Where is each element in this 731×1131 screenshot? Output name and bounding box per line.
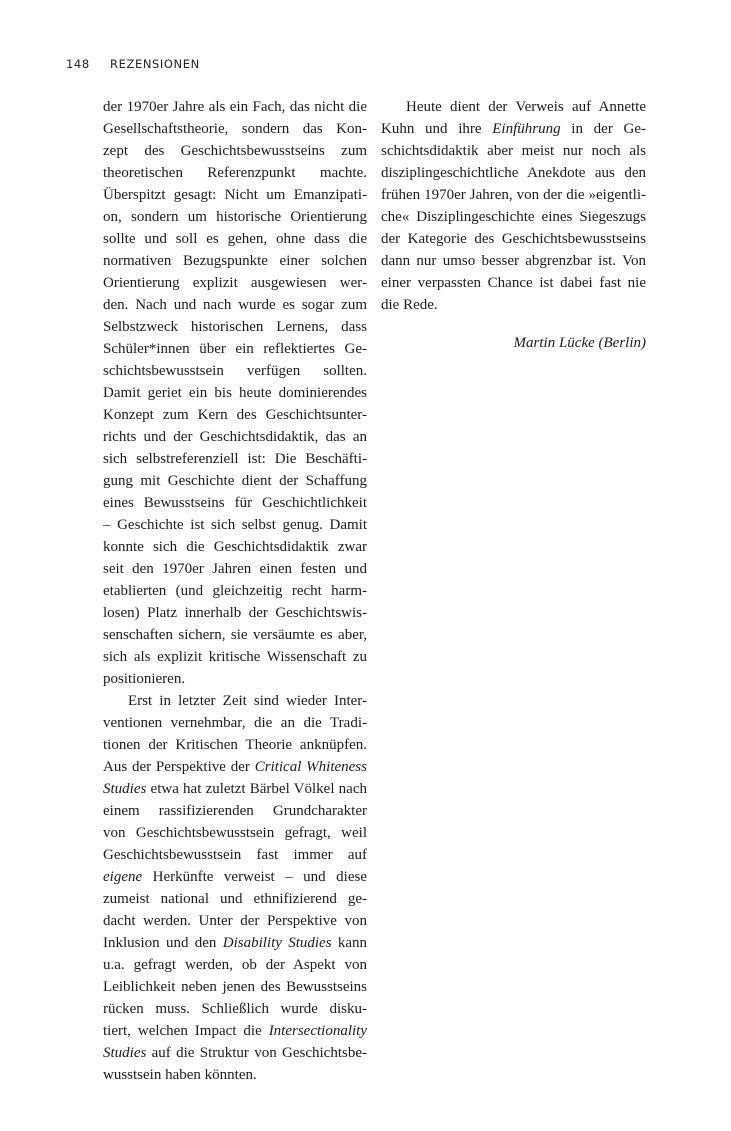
- text-line: eines Bewusstseins für Geschichtlichkeit: [103, 495, 367, 511]
- text-line: Aus der Perspektive der Critical Whiteness: [103, 759, 367, 775]
- text-line: schichtsdidaktik aber meist nur noch als: [381, 143, 646, 159]
- text-line: frühen 1970er Jahren, von der die »eigentli-: [381, 187, 646, 203]
- text-line: Selbstzweck historischen Lernens, dass: [103, 319, 367, 335]
- text-line: rücken muss. Schließlich wurde disku-: [103, 1001, 367, 1017]
- text-line: gung mit Geschichte dient der Schaffung: [103, 473, 367, 489]
- text-line: Leiblichkeit neben jenen des Bewusstseins: [103, 979, 367, 995]
- author-signature: Martin Lücke (Berlin): [513, 335, 646, 351]
- text-line: ventionen vernehmbar, die an die Tradi-: [103, 715, 367, 731]
- text-line: senschaften sichern, sie versäumte es aber,: [103, 627, 367, 643]
- text-line: – Geschichte ist sich selbst genug. Damit: [103, 517, 367, 533]
- text-line: von Geschichtsbewusstsein gefragt, weil: [103, 825, 367, 841]
- text-line: Studies etwa hat zuletzt Bärbel Völkel nach: [103, 781, 367, 797]
- text-line: disziplingeschichtliche Anekdote aus den: [381, 165, 646, 181]
- text-line: schichtsbewusstsein verfügen sollten.: [103, 363, 367, 379]
- text-line: theoretischen Referenzpunkt machte.: [103, 165, 367, 181]
- text-line: losen) Platz innerhalb der Geschichtswis-: [103, 605, 367, 621]
- text-line: einem rassifizierenden Grundcharakter: [103, 803, 367, 819]
- text-line: sich selbstreferenziell ist: Die Beschäfti-: [103, 451, 367, 467]
- text-line: Studies auf die Struktur von Geschichtsbe-: [103, 1045, 367, 1061]
- text-line: eigene Herkünfte verweist – und diese: [103, 869, 367, 885]
- running-head: [66, 57, 200, 71]
- page-number: 148: [66, 57, 90, 71]
- text-line: Gesellschaftstheorie, sondern das Kon-: [103, 121, 367, 137]
- text-line: der Kategorie des Geschichtsbewusstseins: [381, 231, 646, 247]
- text-line: che« Disziplingeschichte eines Siegeszugs: [381, 209, 646, 225]
- text-line: den. Nach und nach wurde es sogar zum: [103, 297, 367, 313]
- running-head-title: REZENSIONEN: [110, 57, 200, 71]
- text-line: einer verpassten Chance ist dabei fast nie: [381, 275, 646, 291]
- text-line: wusstsein haben könnten.: [103, 1067, 257, 1083]
- text-line: konnte sich die Geschichtsdidaktik zwar: [103, 539, 367, 555]
- text-line: richts und der Geschichtsdidaktik, das an: [103, 429, 367, 445]
- text-line: zumeist national und ethnifizierend ge-: [103, 891, 367, 907]
- text-line: sollte und soll es gehen, ohne dass die: [103, 231, 367, 247]
- text-line: Orientierung explizit ausgewiesen wer-: [103, 275, 367, 291]
- text-line: Damit geriet ein bis heute dominierendes: [103, 385, 367, 401]
- text-line: dacht werden. Unter der Perspektive von: [103, 913, 367, 929]
- text-line: normativen Bezugspunkte einer solchen: [103, 253, 367, 269]
- text-line: zept des Geschichtsbewusstseins zum: [103, 143, 367, 159]
- text-line: Kuhn und ihre Einführung in der Ge-: [381, 121, 646, 137]
- text-line: der 1970er Jahre als ein Fach, das nicht die: [103, 99, 367, 115]
- text-line: die Rede.: [381, 297, 438, 313]
- text-line: Inklusion und den Disability Studies kann: [103, 935, 367, 951]
- text-line: Überspitzt gesagt: Nicht um Emanzipati-: [103, 187, 367, 203]
- text-line: dann nur umso besser abgrenzbar ist. Von: [381, 253, 646, 269]
- text-line: tiert, welchen Impact die Intersectionality: [103, 1023, 367, 1039]
- text-line: sich als explizit kritische Wissenschaft zu: [103, 649, 367, 665]
- text-line: etablierten (und gleichzeitig recht harm-: [103, 583, 367, 599]
- text-line: Erst in letzter Zeit sind wieder Inter-: [128, 693, 367, 709]
- text-line: Heute dient der Verweis auf Annette: [406, 99, 646, 115]
- text-line: on, sondern um historische Orientierung: [103, 209, 367, 225]
- text-line: u.a. gefragt werden, ob der Aspekt von: [103, 957, 367, 973]
- text-line: Konzept zum Kern des Geschichtsunter-: [103, 407, 367, 423]
- text-line: positionieren.: [103, 671, 186, 687]
- text-line: seit den 1970er Jahren einen festen und: [103, 561, 367, 577]
- text-line: Geschichtsbewusstsein fast immer auf: [103, 847, 367, 863]
- text-line: Schüler*innen über ein reflektiertes Ge-: [103, 341, 367, 357]
- text-line: tionen der Kritischen Theorie anknüpfen.: [103, 737, 367, 753]
